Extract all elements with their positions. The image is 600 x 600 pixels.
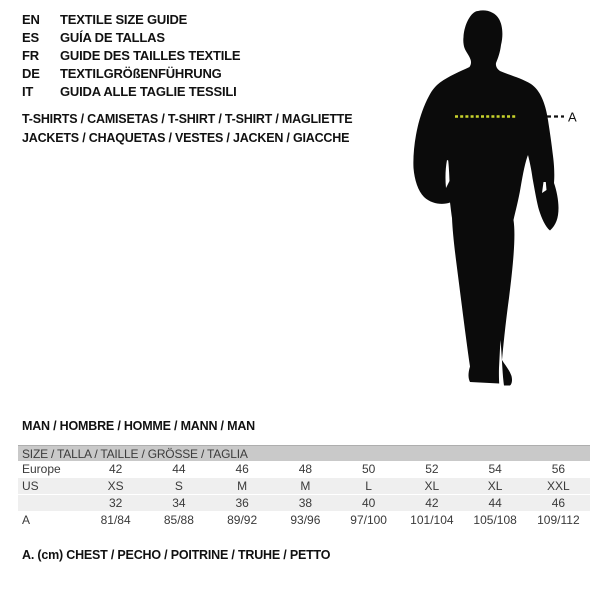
table-cell: 50 — [361, 462, 376, 476]
language-row-fr — [22, 47, 240, 65]
table-cell: 36 — [235, 496, 249, 510]
table-cell: M — [237, 479, 248, 493]
category-tshirts: T-SHIRTS / CAMISETAS / T-SHIRT / T-SHIRT / MAGLIETTE — [22, 112, 353, 126]
category-jackets: JACKETS / CHAQUETAS / VESTES / JACKEN / GIACCHE — [22, 131, 350, 145]
language-row-en — [22, 11, 240, 29]
table-cell: 32 — [108, 496, 123, 510]
table-cell: 34 — [172, 496, 186, 510]
size-table-header: SIZE / TALLA / TAILLE / GRÖSSE / TAGLIA — [18, 445, 590, 461]
language-label: TEXTILGRÖßENFÜHRUNG — [60, 66, 222, 81]
table-cell: 105/108 — [473, 513, 517, 527]
language-row-es — [22, 29, 240, 47]
table-cell: L — [365, 479, 372, 493]
table-cell: XXL — [547, 479, 570, 493]
table-cell: XL — [424, 479, 440, 493]
language-code: EN — [22, 12, 40, 27]
table-row-chest-a — [18, 512, 590, 529]
section-title-man: MAN / HOMBRE / HOMME / MANN / MAN — [22, 419, 255, 433]
language-code: ES — [22, 30, 39, 45]
language-label: GUÍA DE TALLAS — [60, 30, 165, 45]
garment-categories — [22, 110, 352, 148]
man-silhouette-figure — [410, 8, 600, 393]
table-cell: 101/104 — [410, 513, 454, 527]
language-row-it — [22, 83, 240, 101]
table-cell: M — [300, 479, 311, 493]
table-cell: 42 — [425, 496, 439, 510]
language-label: TEXTILE SIZE GUIDE — [60, 12, 188, 27]
table-cell: 52 — [425, 462, 439, 476]
language-title-list — [22, 11, 240, 101]
table-row-uk-sizes — [18, 495, 590, 512]
table-cell: 85/88 — [163, 513, 194, 527]
table-cell: XS — [107, 479, 124, 493]
table-row-us — [18, 478, 590, 495]
table-cell: 81/84 — [100, 513, 131, 527]
row-label: A — [22, 513, 31, 527]
language-row-de — [22, 65, 240, 83]
table-cell: 44 — [488, 496, 502, 510]
table-cell: 46 — [551, 496, 566, 510]
language-label: GUIDA ALLE TAGLIE TESSILI — [60, 84, 237, 99]
row-label: Europe — [22, 462, 61, 476]
language-code: DE — [22, 66, 40, 81]
table-cell: XL — [487, 479, 503, 493]
chest-footnote: A. (cm) CHEST / PECHO / POITRINE / TRUHE / PETTO — [22, 548, 331, 562]
table-cell: S — [174, 479, 183, 493]
table-cell: 40 — [361, 496, 376, 510]
row-label: US — [22, 479, 39, 493]
table-cell: 56 — [551, 462, 566, 476]
table-row-europe — [18, 461, 590, 478]
table-cell: 42 — [108, 462, 123, 476]
table-cell: 38 — [298, 496, 313, 510]
table-cell: 97/100 — [350, 513, 387, 527]
language-label: GUIDE DES TAILLES TEXTILE — [60, 48, 241, 63]
table-cell: 109/112 — [537, 513, 580, 527]
language-code: FR — [22, 48, 39, 63]
table-cell: 46 — [235, 462, 249, 476]
row-label — [18, 495, 84, 511]
table-cell: 48 — [298, 462, 313, 476]
table-cell: 44 — [172, 462, 186, 476]
table-cell: 89/92 — [227, 513, 258, 527]
language-code: IT — [22, 84, 34, 99]
size-table — [18, 445, 590, 529]
man-silhouette — [413, 10, 558, 385]
measure-label-a: A — [568, 109, 577, 125]
table-cell: 93/96 — [290, 513, 321, 527]
table-cell: 54 — [488, 462, 502, 476]
